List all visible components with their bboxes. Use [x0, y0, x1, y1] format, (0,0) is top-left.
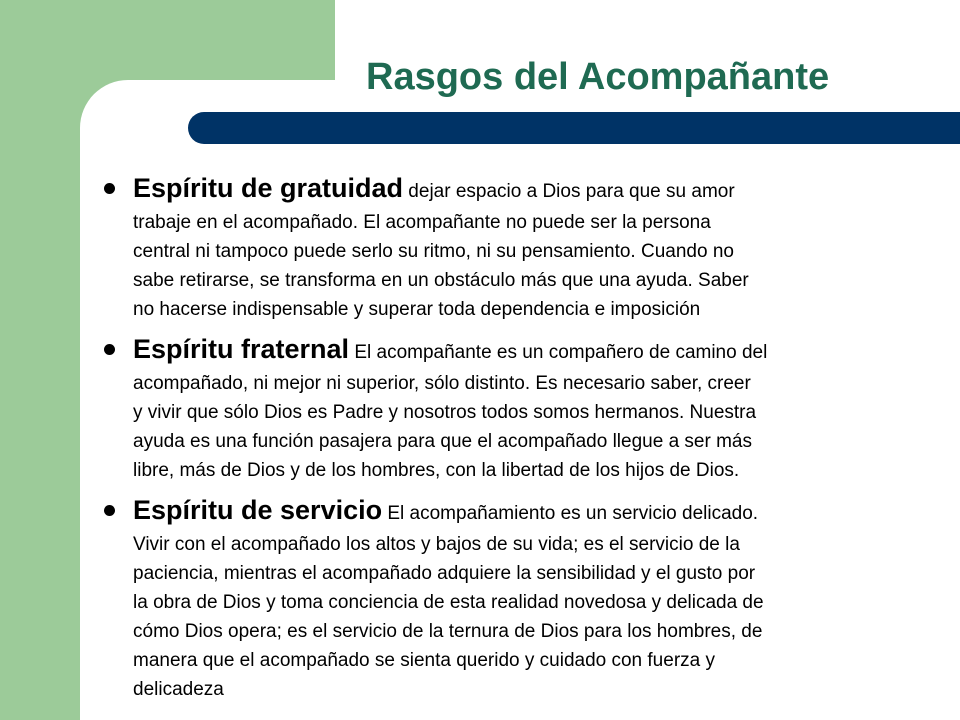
bullet-text-line: central ni tampoco puede serlo su ritmo, ni su pensamiento. Cuando no [133, 241, 734, 262]
bullet-dot-icon [104, 183, 115, 194]
bullet-text-line: la obra de Dios y toma conciencia de esta realidad novedosa y delicada de [133, 592, 764, 613]
bullet-heading: Espíritu de gratuidad [133, 173, 404, 203]
bullet-text-line: trabaje en el acompañado. El acompañante no puede ser la persona [133, 212, 711, 233]
bullet-text-line: Vivir con el acompañado los altos y bajos de su vida; es el servicio de la [133, 534, 740, 555]
bullet-item-servicio [104, 494, 936, 704]
bullet-text-line: El acompañante es un compañero de camino del [349, 342, 768, 363]
bullet-text-line: libre, más de Dios y de los hombres, con la libertad de los hijos de Dios. [133, 460, 740, 481]
bullet-dot-icon [104, 344, 115, 355]
title-underline-bar [188, 112, 960, 144]
bullet-heading: Espíritu de servicio [133, 495, 383, 525]
bullet-text-line: acompañado, ni mejor ni superior, sólo distinto. Es necesario saber, creer [133, 373, 751, 394]
bullet-heading: Espíritu fraternal [133, 334, 350, 364]
bullet-item-gratuidad [104, 172, 936, 324]
bullet-text-line: sabe retirarse, se transforma en un obstáculo más que una ayuda. Saber [133, 270, 749, 291]
bullet-text-line: ayuda es una función pasajera para que el acompañado llegue a ser más [133, 431, 752, 452]
bullet-text-line: dejar espacio a Dios para que su amor [403, 181, 735, 202]
bullet-text-line: El acompañamiento es un servicio delicado. [382, 503, 759, 524]
bullet-text-line: manera que el acompañado se sienta querido y cuidado con fuerza y [133, 650, 715, 671]
bullet-list [104, 172, 936, 713]
bullet-dot-icon [104, 505, 115, 516]
bullet-text-line: cómo Dios opera; es el servicio de la ternura de Dios para los hombres, de [133, 621, 763, 642]
bullet-text-line: delicadeza [133, 679, 224, 700]
bullet-text-line: paciencia, mientras el acompañado adquiere la sensibilidad y el gusto por [133, 563, 756, 584]
slide-title: Rasgos del Acompañante [366, 56, 830, 98]
bullet-text-line: no hacerse indispensable y superar toda dependencia e imposición [133, 299, 701, 320]
bullet-item-fraternal [104, 333, 936, 485]
bullet-text-line: y vivir que sólo Dios es Padre y nosotros todos somos hermanos. Nuestra [133, 402, 757, 423]
